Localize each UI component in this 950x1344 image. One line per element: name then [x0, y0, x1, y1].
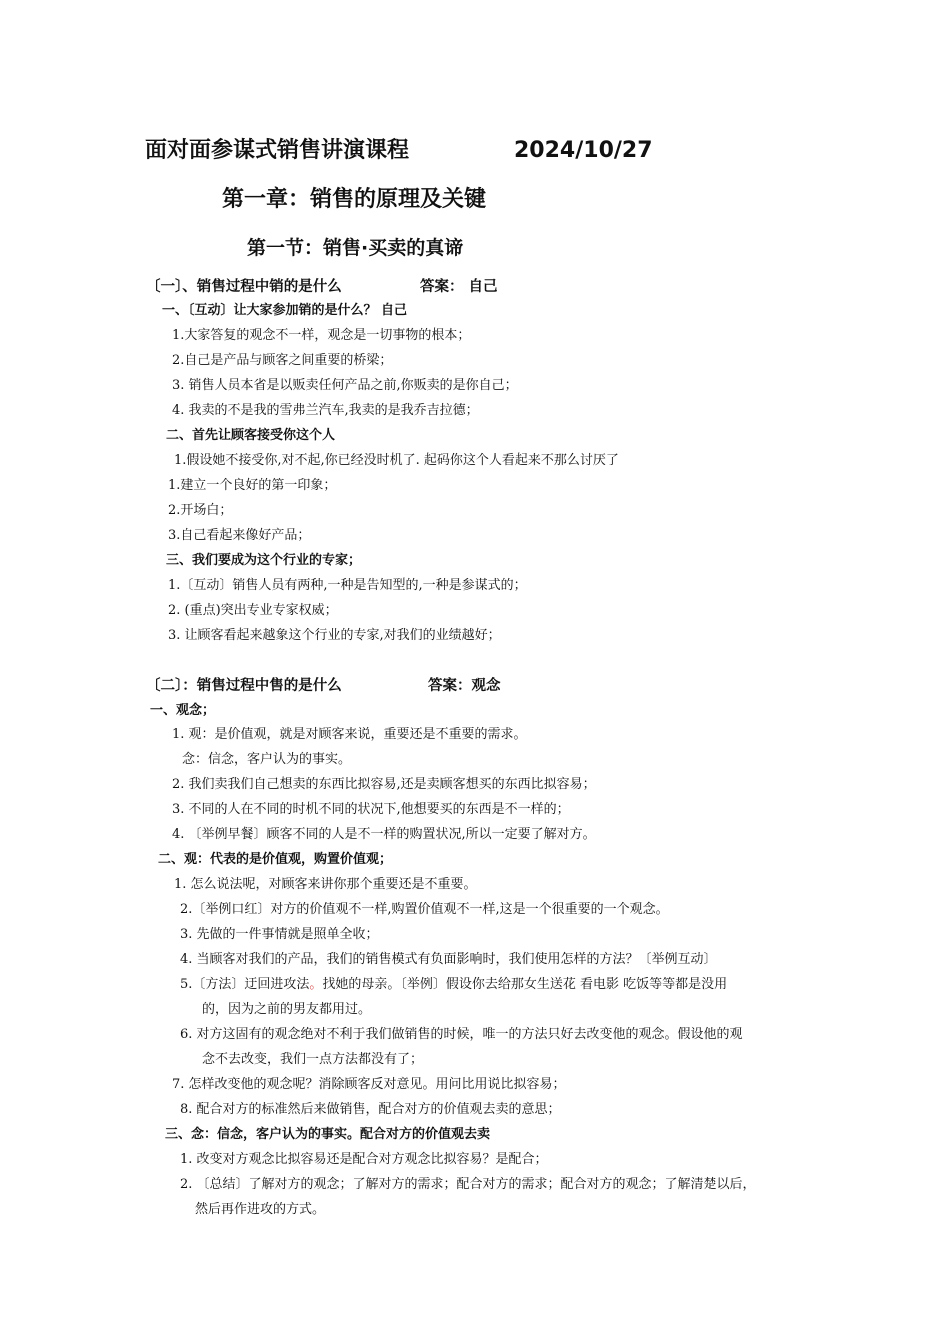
part1-heading: 〔一〕、销售过程中销的是什么 [146, 279, 342, 295]
list-item: 2.〔举例口红〕对方的价值观不一样,购置价值观不一样,这是一个很重要的一个观念。 [180, 902, 669, 917]
list-item: 2. (重点)突出专业专家权威； [168, 603, 338, 618]
list-item: 1. 改变对方观念比拟容易还是配合对方观念比拟容易？是配合； [180, 1152, 548, 1167]
red-period: 。 [309, 977, 323, 992]
list-item: 3.自己看起来像好产品； [168, 528, 311, 543]
document-date: 2024/10/27 [514, 138, 653, 163]
part1-answer: 答案： 自己 [420, 279, 498, 295]
part1-sub1-heading: 一、〔互动〕让大家参加销的是什么？ 自己 [162, 303, 408, 318]
part2-answer: 答案：观念 [428, 678, 501, 694]
list-item: 6. 对方这固有的观念绝对不利于我们做销售的时候，唯一的方法只好去改变他的观念。假设他的观 [180, 1027, 743, 1042]
list-item: 念不去改变，我们一点方法都没有了； [202, 1052, 424, 1067]
part1-sub2-heading: 二、首先让顾客接受你这个人 [166, 428, 336, 443]
list-item: 8. 配合对方的标准然后来做销售，配合对方的价值观去卖的意思； [180, 1102, 561, 1117]
list-item: 4. 〔举例早餐〕顾客不同的人是不一样的购置状况,所以一定要了解对方。 [172, 827, 596, 842]
list-item: 1. 观：是价值观，就是对顾客来说，重要还是不重要的需求。 [172, 727, 527, 742]
list-item-text: 5.〔方法〕迂回进攻法 [180, 977, 310, 992]
list-item: 3. 不同的人在不同的时机不同的状况下,他想要买的东西是不一样的； [172, 802, 570, 817]
list-item: 4. 当顾客对我们的产品，我们的销售模式有负面影响时，我们使用怎样的方法？〔举例互动〕 [180, 952, 717, 967]
list-item: 2. 我们卖我们自己想卖的东西比拟容易,还是卖顾客想买的东西比拟容易； [172, 777, 596, 792]
list-item: 1.〔互动〕销售人员有两种,一种是告知型的,一种是参谋式的； [168, 578, 527, 593]
list-item: 2.自己是产品与顾客之间重要的桥梁； [172, 353, 393, 368]
list-item: 2. 〔总结〕了解对方的观念；了解对方的需求；配合对方的需求；配合对方的观念；了解清楚以后， [180, 1177, 756, 1192]
part2-sub2-heading: 二、观：代表的是价值观，购置价值观； [158, 852, 393, 867]
list-item: 1.假设她不接受你,对不起,你已经没时机了. 起码你这个人看起来不那么讨厌了 [174, 453, 619, 468]
part1-sub3-heading: 三、我们要成为这个行业的专家； [166, 553, 362, 568]
list-item: 1.大家答复的观念不一样，观念是一切事物的根本； [172, 328, 471, 343]
list-item [180, 976, 727, 994]
list-item: 4. 我卖的不是我的雪弗兰汽车,我卖的是我乔吉拉德； [172, 403, 479, 418]
list-item: 3. 先做的一件事情就是照单全收； [180, 927, 379, 942]
part2-sub3-heading: 三、念：信念，客户认为的事实。配合对方的价值观去卖 [165, 1127, 491, 1142]
list-item: 2.开场白； [168, 503, 233, 518]
part2-sub1-heading: 一、观念； [150, 703, 216, 718]
list-item: 然后再作进攻的方式。 [195, 1202, 326, 1217]
list-item: 3. 销售人员本省是以贩卖任何产品之前,你贩卖的是你自己； [172, 378, 518, 393]
part2-heading: 〔二〕：销售过程中售的是什么 [146, 678, 342, 694]
list-item: 念：信念，客户认为的事实。 [182, 752, 352, 767]
list-item-text: 找她的母亲。〔举例〕假设你去给那女生送花 看电影 吃饭等等都是没用 [322, 977, 728, 992]
section-title: 第一节：销售·买卖的真谛 [247, 237, 464, 259]
list-item: 7. 怎样改变他的观念呢？消除顾客反对意见。用问比用说比拟容易； [172, 1077, 566, 1092]
document-title: 面对面参谋式销售讲演课程 [145, 138, 410, 163]
list-item: 1.建立一个良好的第一印象； [168, 478, 337, 493]
chapter-title: 第一章：销售的原理及关键 [222, 187, 487, 212]
list-item: 3. 让顾客看起来越象这个行业的专家,对我们的业绩越好； [168, 628, 501, 643]
list-item: 的，因为之前的男友都用过。 [202, 1002, 372, 1017]
list-item: 1. 怎么说法呢，对顾客来讲你那个重要还是不重要。 [174, 877, 477, 892]
